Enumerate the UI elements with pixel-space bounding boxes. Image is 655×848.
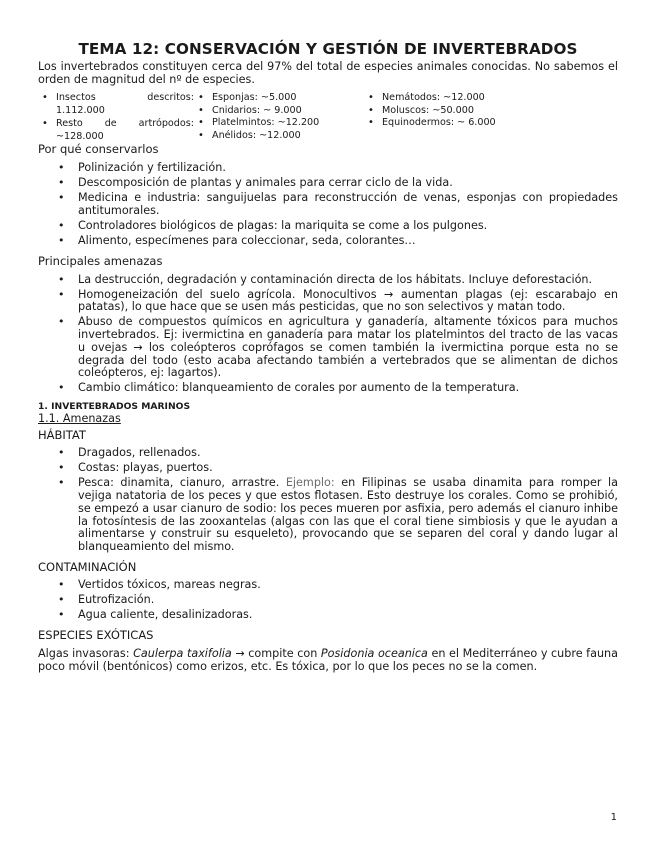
species-name-posidonia: Posidonia oceanica (320, 646, 428, 660)
list-item: • Vertidos tóxicos, mareas negras. (38, 579, 618, 592)
list-item: • Platelmintos: ~12.200 (194, 117, 364, 130)
why-heading: Por qué conservarlos (38, 142, 159, 156)
habitat-list (38, 447, 618, 554)
list-item: • La destrucción, degradación y contaminación directa de los hábitats. Incluye deforestación. (38, 274, 618, 287)
list-item: • Descomposición de plantas y animales para cerrar ciclo de la vida. (38, 177, 618, 190)
list-item: • Homogeneización del suelo agrícola. Monocultivos → aumentan plagas (ej: escarabajo en patatas), lo que hace que se usen más pesticidas, que no son selectivos y matan todo. (38, 289, 618, 315)
list-item-pesca (38, 477, 618, 554)
list-item: • Insectos descritos: 1.112.000 (38, 92, 194, 117)
exotic-species-heading: ESPECIES EXÓTICAS (38, 627, 154, 642)
exotic-text-a: Algas invasoras: (38, 646, 134, 660)
list-item: • Cnidarios: ~ 9.000 (194, 105, 364, 118)
list-item: • Medicina e industria: sanguijuelas para reconstrucción de venas, esponjas con propiedades antitumorales. (38, 192, 618, 218)
list-item: • Equinodermos: ~ 6.000 (364, 117, 496, 130)
species-column-3 (364, 92, 496, 144)
page-title: TEMA 12: CONSERVACIÓN Y GESTIÓN DE INVERTEBRADOS (78, 40, 578, 58)
species-name-caulerpa: Caulerpa taxifolia (133, 646, 232, 660)
pesca-text: en Filipinas se usaba dinamita para romper la vejiga natatoria de los peces y que estos flotasen. Esto destruye los corales. Como se prohibió, se empezó a usar cianuro de sodio: los peces mueren por asfixia, pero además el cianuro inhibe la fotosíntesis de las zooxantelas (algas con las que el coral tiene simbiosis y que le ayudan a alimentarse y construir su esqueleto), provocando que se separen del coral y dando lugar al blanqueamiento del mismo. (78, 476, 619, 554)
list-item: • Polinización y fertilización. (38, 162, 618, 175)
contamination-list (38, 579, 618, 622)
why-list (38, 162, 618, 248)
page-number: 1 (610, 812, 617, 823)
list-item: • Nemátodos: ~12.000 (364, 92, 496, 105)
list-item: • Cambio climático: blanqueamiento de corales por aumento de la temperatura. (38, 382, 618, 395)
section-heading-marine: 1. INVERTEBRADOS MARINOS (38, 401, 191, 413)
exotic-text-c: en el Mediterráneo y cubre fauna poco móvil (bentónicos) como erizos, etc. Es tóxica, por lo que los peces no se la comen. (38, 646, 618, 673)
list-item: • Abuso de compuestos químicos en agricultura y ganadería, altamente tóxicos para muchos invertebrados. Ej: ivermictina en ganadería para matar los platelmintos del tracto de las vacas u ovejas → los coleópteros coprófagos se comen también la ivermictina porque esta no se degrada del todo (esto acaba afectando también a vertebrados que se alimentan de dichos coleópteros, ej: lagartos). (38, 316, 618, 380)
list-item: • Agua caliente, desalinizadoras. (38, 609, 618, 622)
threats-heading: Principales amenazas (38, 253, 163, 268)
document-page (38, 40, 618, 673)
contamination-heading: CONTAMINACIÓN (38, 560, 137, 575)
species-counts (38, 92, 618, 144)
list-item: • Esponjas: ~5.000 (194, 92, 364, 105)
pesca-prefix: Pesca: dinamita, cianuro, arrastre. (78, 476, 280, 490)
list-item: • Eutrofización. (38, 594, 618, 607)
intro-paragraph: Los invertebrados constituyen cerca del 97% del total de especies animales conocidas. No sabemos el orden de magnitud del nº de especies. (38, 60, 618, 86)
exotic-text-b: → compite con (231, 646, 321, 660)
list-item: • Controladores biológicos de plagas: la mariquita se come a los pulgones. (38, 220, 618, 233)
species-column-1 (38, 92, 194, 144)
example-label: Ejemplo: (285, 476, 335, 490)
habitat-heading: HÁBITAT (38, 428, 86, 443)
subsection-heading-threats: 1.1. Amenazas (38, 412, 121, 426)
list-item: • Resto de artrópodos: ~128.000 (38, 118, 194, 143)
list-item: • Costas: playas, puertos. (38, 462, 618, 475)
threats-list (38, 274, 618, 396)
list-item: • Dragados, rellenados. (38, 447, 618, 460)
species-column-2 (194, 92, 364, 144)
list-item: • Moluscos: ~50.000 (364, 105, 496, 118)
list-item: • Alimento, especímenes para coleccionar, seda, colorantes… (38, 235, 618, 248)
list-item: • Anélidos: ~12.000 (194, 130, 364, 143)
exotic-species-paragraph (38, 647, 618, 673)
